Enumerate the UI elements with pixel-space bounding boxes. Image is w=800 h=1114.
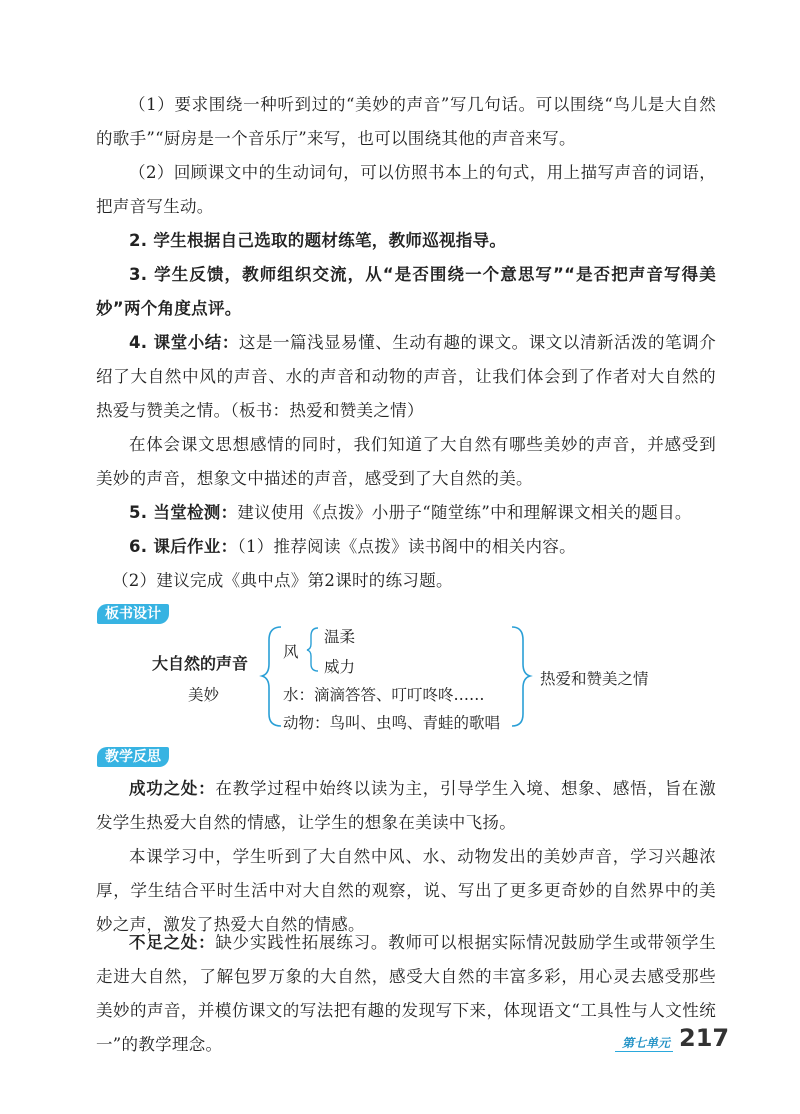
board-wind: 风	[283, 643, 299, 661]
board-conclusion: 热爱和赞美之情	[540, 670, 649, 688]
paragraph-success-more: 本课学习中，学生听到了大自然中风、水、动物发出的美妙声音，学习兴趣浓厚，学生结合平时生活中对大自然的观察，说、写出了更多更奇妙的自然界中的美妙之声，激发了热爱大自然的情感。	[96, 847, 716, 934]
right-brace	[512, 627, 530, 726]
in-class-test-label: 5. 当堂检测：	[129, 503, 238, 522]
paragraph-step-3: 3. 学生反馈，教师组织交流，从“是否围绕一个意思写”“是否把声音写得美妙”两个角度点评。	[96, 265, 716, 318]
class-summary-text: 这是一篇浅显易懂、生动有趣的课文。课文以清新活泼的笔调介绍了大自然中风的声音、水的声音和动物的声音，让我们体会到了作者对大自然的热爱与赞美之情。（板书：热爱和赞美之情）	[96, 333, 716, 420]
footer-rule	[615, 1051, 673, 1052]
shortfall-label: 不足之处：	[129, 933, 216, 952]
paragraph-step-2: 2. 学生根据自己选取的题材练笔，教师巡视指导。	[129, 231, 507, 250]
homework-label: 6. 课后作业：	[129, 537, 238, 556]
board-water: 水：滴滴答答、叮叮咚咚……	[283, 686, 485, 704]
class-summary-label: 4. 课堂小结：	[129, 333, 239, 352]
left-brace	[262, 627, 281, 726]
board-animals: 动物：鸟叫、虫鸣、青蛙的歌唱	[283, 714, 501, 732]
page-number: 217	[679, 1024, 730, 1052]
teaching-reflection-badge: 教学反思	[97, 747, 169, 767]
board-wind-power: 威力	[324, 658, 356, 676]
in-class-test-text: 建议使用《点拨》小册子“随堂练”中和理解课文相关的题目。	[237, 503, 692, 522]
homework-text: （1）推荐阅读《点拨》读书阁中的相关内容。	[237, 537, 576, 556]
success-text: 在教学过程中始终以读为主，引导学生入境、想象、感悟，旨在激发学生热爱大自然的情感，让学生的想象在美读中飞扬。	[96, 779, 717, 832]
board-title: 大自然的声音	[152, 654, 249, 673]
paragraph-homework-2: （2）建议完成《典中点》第2课时的练习题。	[112, 571, 453, 590]
board-design-badge: 板书设计	[97, 604, 169, 624]
shortfall-text: 缺少实践性拓展练习。教师可以根据实际情况鼓励学生或带领学生走进大自然，了解包罗万象的大自然，感受大自然的丰富多彩，用心灵去感受那些美妙的声音，并模仿课文的写法把有趣的发现写下来，体现语文“工具性与人文性统一”的教学理念。	[96, 933, 717, 1054]
board-subtitle: 美妙	[188, 686, 220, 704]
paragraph-writing-requirement-2: （2）回顾课文中的生动词句，可以仿照书本上的句式，用上描写声音的词语，把声音写生动。	[96, 163, 716, 216]
paragraph-success	[96, 772, 716, 840]
success-label: 成功之处：	[129, 779, 216, 798]
paragraph-thought-feeling: 在体会课文思想感情的同时，我们知道了大自然有哪些美妙的声音，并感受到美妙的声音，想象文中描述的声音，感受到了大自然的美。	[96, 435, 716, 488]
wind-brace	[307, 628, 318, 671]
board-wind-gentle: 温柔	[324, 628, 356, 646]
footer-unit-label: 第七单元	[622, 1036, 671, 1050]
paragraph-writing-requirement-1: （1）要求围绕一种听到过的“美妙的声音”写几句话。可以围绕“鸟儿是大自然的歌手”“厨房是一个音乐厅”来写，也可以围绕其他的声音来写。	[96, 95, 716, 148]
